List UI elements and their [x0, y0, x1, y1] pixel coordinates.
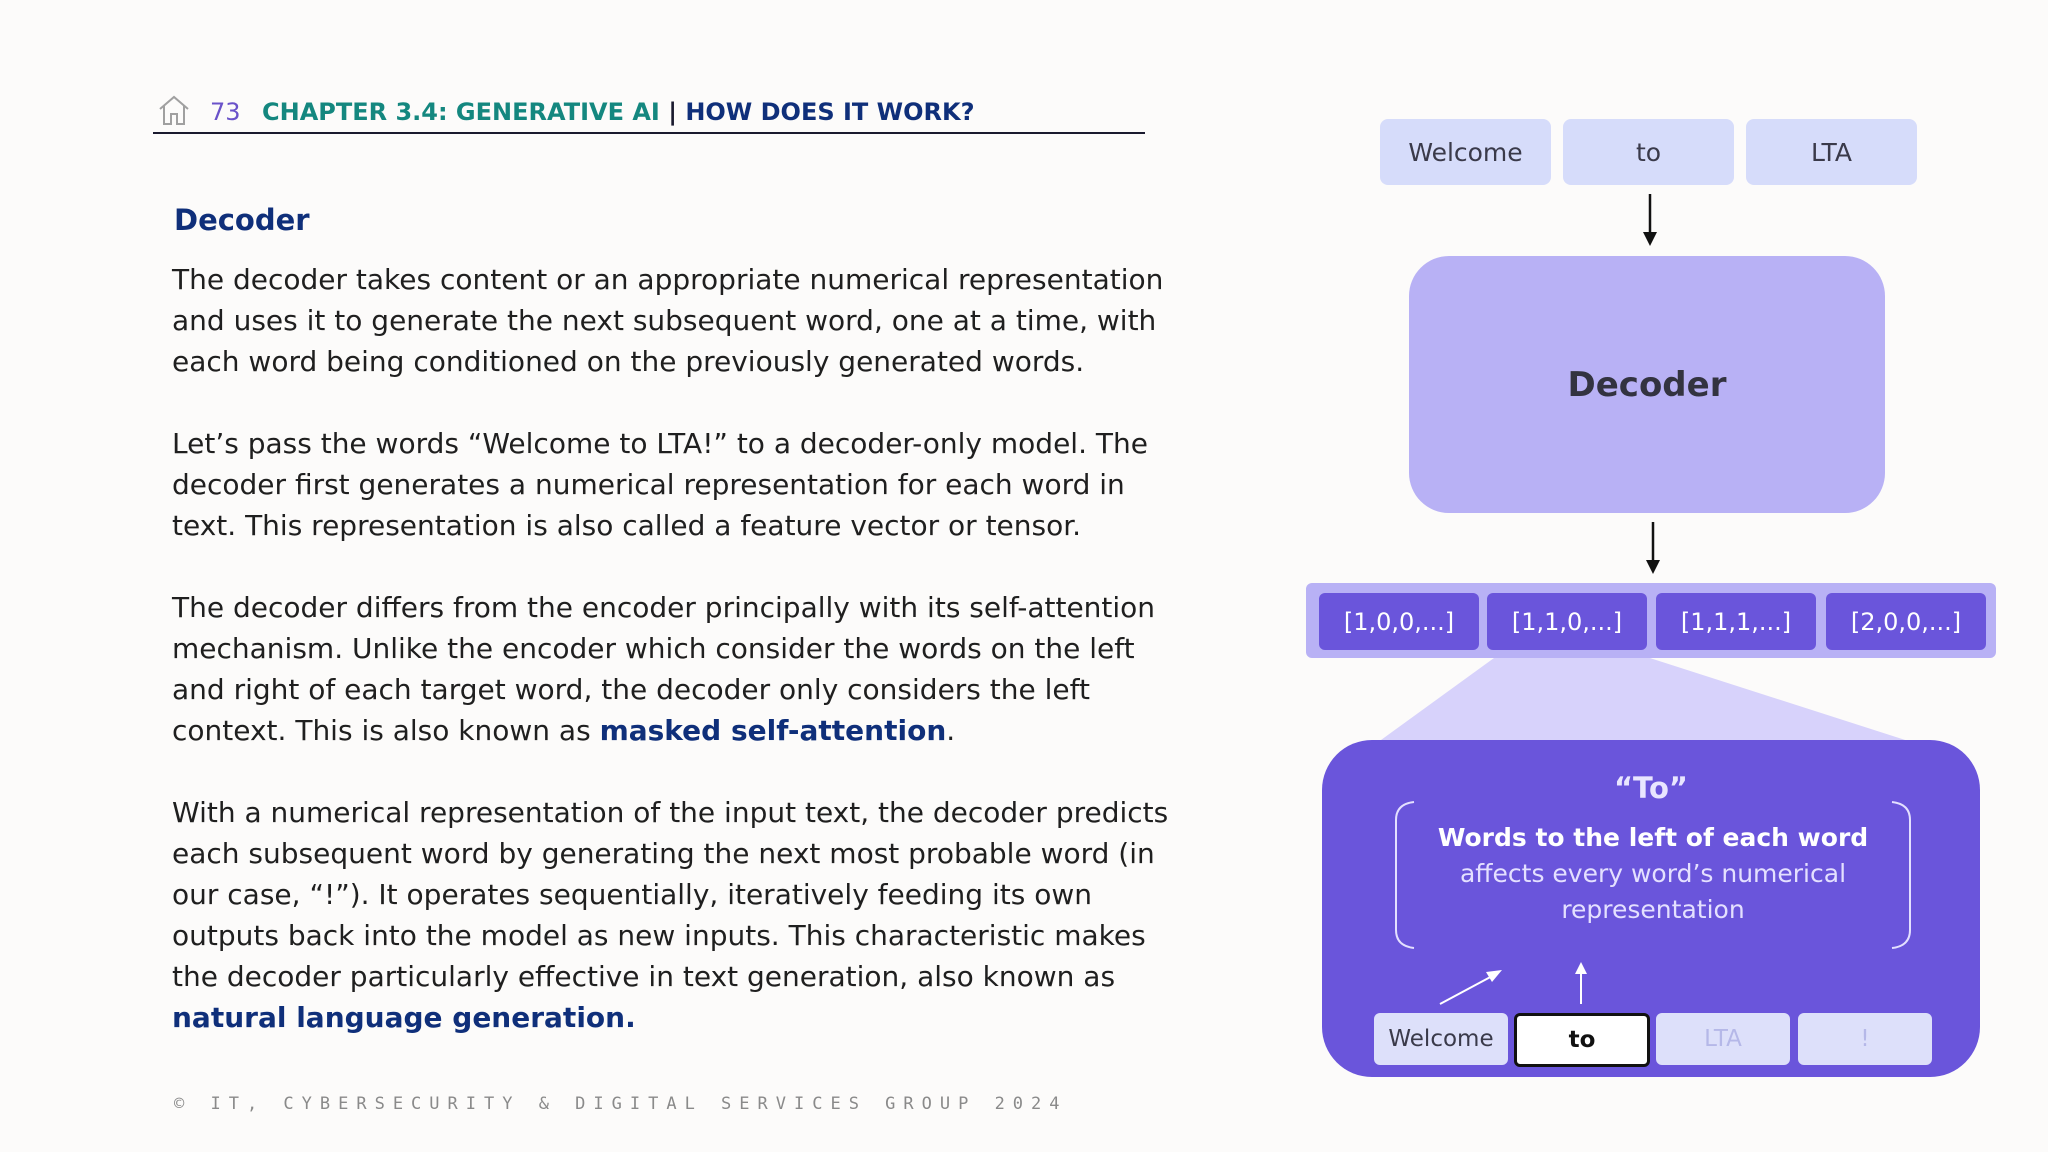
home-icon[interactable] [157, 94, 191, 126]
arrow-down-icon [1640, 194, 1660, 248]
arrow-up-icon [1420, 960, 1600, 1010]
paragraph-2: Let’s pass the words “Welcome to LTA!” to a decoder-only model. The decoder first generates a numerical representation for each word in text. This representation is also called a feature vector or tensor. [172, 427, 1148, 542]
paragraph-3-text: The decoder differs from the encoder principally with its self-attention mechanism. Unlike the encoder which consider the words on the left and right of each target word, the decoder only considers the left context. This is also known as [172, 591, 1156, 747]
vector-excl: [2,0,0,...] [1826, 593, 1986, 650]
input-token-lta: LTA [1746, 119, 1917, 185]
attention-description [1420, 820, 1886, 928]
copyright-footer: © IT, CYBERSECURITY & DIGITAL SERVICES GROUP 2024 [174, 1094, 1068, 1114]
vector-welcome: [1,0,0,...] [1319, 593, 1479, 650]
paragraph-4-text: With a numerical representation of the input text, the decoder predicts each subsequent word by generating the next most probable word (in our case, “!”). It operates sequentially, iteratively feeding its own outputs back into the model as new inputs. This characteristic makes the decoder particularly effective in text generation, also known as [172, 796, 1169, 993]
zoom-funnel [1370, 658, 1930, 748]
token-lta-masked: LTA [1656, 1013, 1790, 1065]
vector-lta: [1,1,1,...] [1656, 593, 1816, 650]
section-title: Decoder [174, 203, 310, 237]
nlg-term: natural language generation. [172, 1001, 636, 1034]
input-token-to: to [1563, 119, 1734, 185]
focus-word: “To” [1614, 771, 1688, 805]
chapter-separator: | [668, 98, 677, 126]
bracket-icon [1392, 800, 1416, 950]
token-to-focused: to [1514, 1013, 1650, 1067]
chapter-label: CHAPTER 3.4: GENERATIVE AI [262, 98, 660, 126]
paragraph-3 [172, 587, 1172, 751]
arrow-down-icon [1643, 522, 1663, 576]
token-excl-masked: ! [1798, 1013, 1932, 1065]
attention-description-bold: Words to the left of each word [1437, 823, 1869, 852]
masked-self-attention-term: masked self-attention [599, 714, 947, 747]
bracket-icon [1890, 800, 1914, 950]
chapter-subtitle: HOW DOES IT WORK? [685, 98, 975, 126]
paragraph-4 [172, 792, 1172, 1038]
decoder-block: Decoder [1409, 256, 1885, 513]
token-welcome: Welcome [1374, 1013, 1508, 1065]
page-number: 73 [210, 98, 241, 126]
paragraph-1: The decoder takes content or an appropriate numerical representation and uses it to generate the next subsequent word, one at a time, with each word being conditioned on the previously generated words. [172, 263, 1164, 378]
chapter-title [262, 98, 975, 126]
attention-description-rest: affects every word’s numerical representation [1459, 859, 1847, 924]
chapter-header [153, 92, 1145, 134]
vector-to: [1,1,0,...] [1487, 593, 1647, 650]
input-token-welcome: Welcome [1380, 119, 1551, 185]
paragraph-3-end: . [946, 714, 956, 747]
